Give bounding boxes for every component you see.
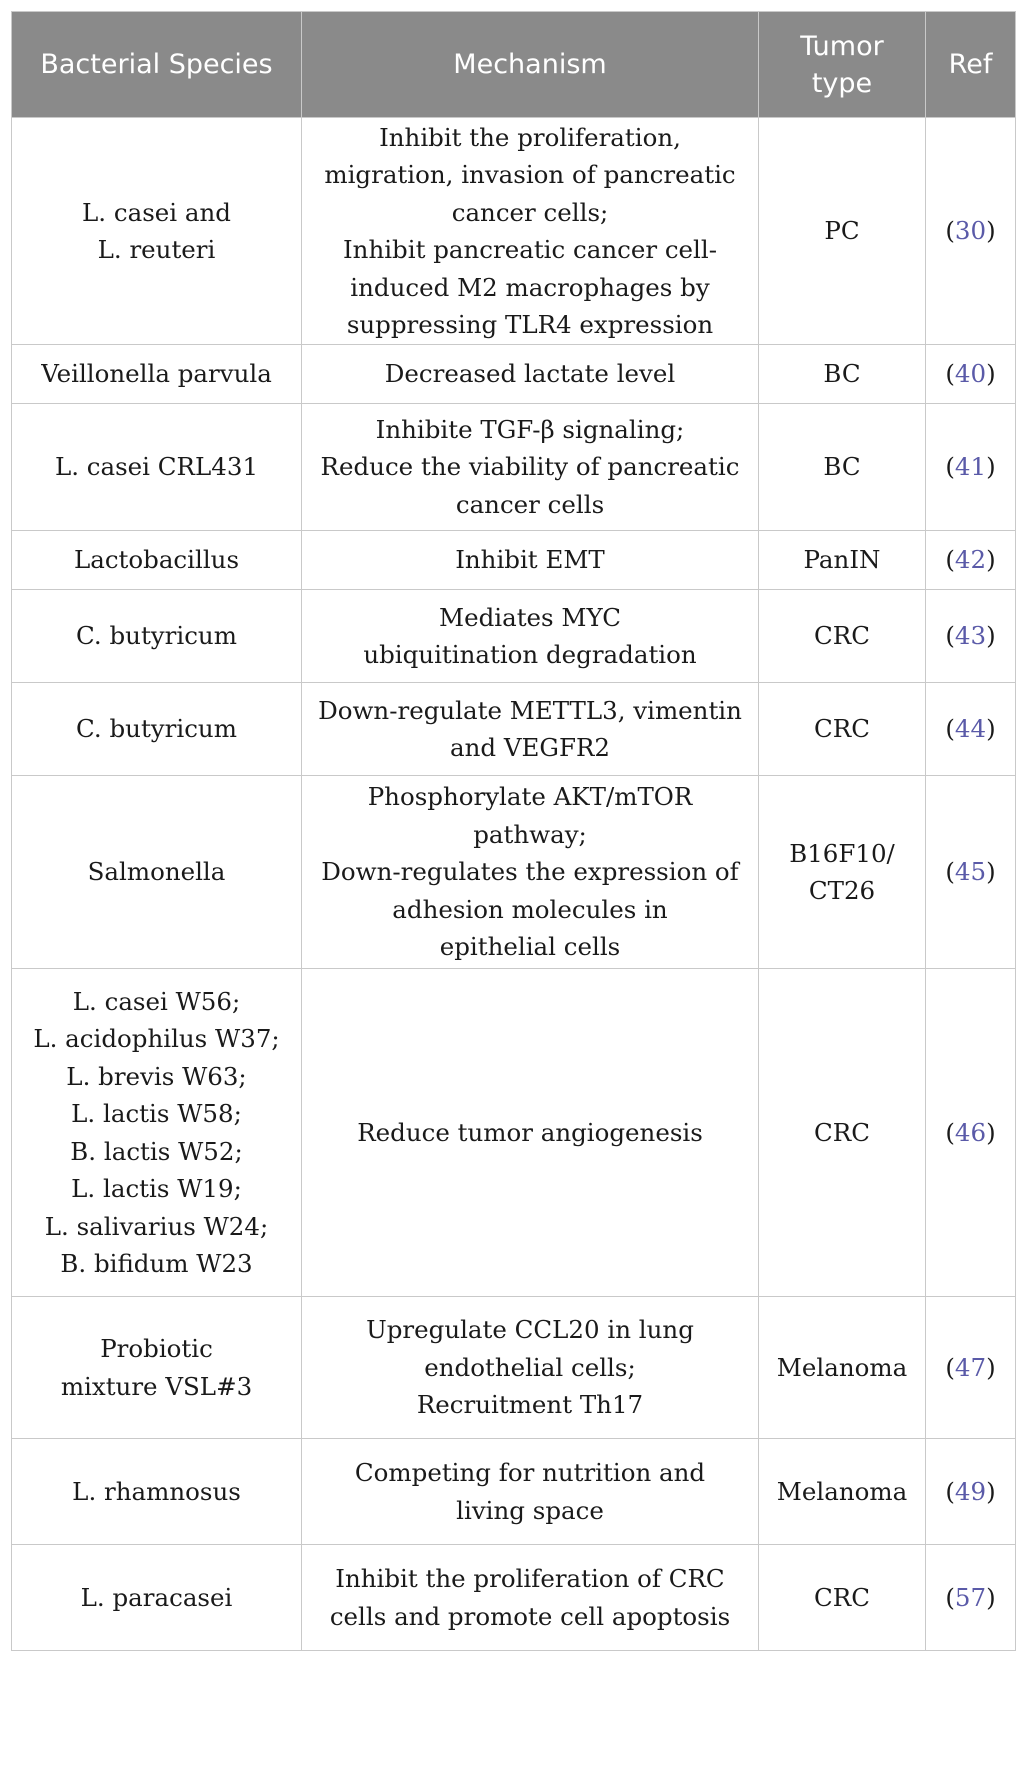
tumor-type-cell: PC — [759, 118, 926, 345]
header-tumor-type: Tumor type — [759, 12, 926, 118]
ref-link[interactable]: 41 — [954, 452, 987, 482]
tumor-type-cell: CRC — [759, 590, 926, 683]
tumor-type-cell: Melanoma — [759, 1297, 926, 1439]
species-cell: Lactobacillus — [12, 531, 302, 590]
ref-cell: (44) — [926, 683, 1016, 776]
tumor-type-cell: B16F10/ CT26 — [759, 776, 926, 969]
table-row — [12, 531, 1016, 590]
table-header — [12, 12, 1016, 118]
header-species: Bacterial Species — [12, 12, 302, 118]
tumor-type-cell: BC — [759, 345, 926, 404]
species-cell: C. butyricum — [12, 683, 302, 776]
table-row — [12, 1439, 1016, 1545]
ref-link[interactable]: 43 — [954, 621, 987, 651]
header-ref: Ref — [926, 12, 1016, 118]
species-cell: Probiotic mixture VSL#3 — [12, 1297, 302, 1439]
header-mechanism: Mechanism — [302, 12, 759, 118]
mechanism-cell: Decreased lactate level — [302, 345, 759, 404]
table-row — [12, 969, 1016, 1297]
ref-cell: (49) — [926, 1439, 1016, 1545]
ref-cell: (47) — [926, 1297, 1016, 1439]
species-cell: L. casei CRL431 — [12, 404, 302, 531]
tumor-type-cell: CRC — [759, 1545, 926, 1651]
table-row — [12, 345, 1016, 404]
table-body — [12, 118, 1016, 1651]
tumor-type-cell: PanIN — [759, 531, 926, 590]
ref-cell: (57) — [926, 1545, 1016, 1651]
species-cell: L. paracasei — [12, 1545, 302, 1651]
ref-link[interactable]: 45 — [954, 857, 987, 887]
species-cell: L. rhamnosus — [12, 1439, 302, 1545]
mechanism-cell: Down-regulate METTL3, vimentin and VEGFR2 — [302, 683, 759, 776]
species-cell: L. casei and L. reuteri — [12, 118, 302, 345]
ref-cell: (40) — [926, 345, 1016, 404]
table-row — [12, 590, 1016, 683]
table-row — [12, 1297, 1016, 1439]
ref-link[interactable]: 49 — [954, 1476, 987, 1506]
species-cell: C. butyricum — [12, 590, 302, 683]
ref-link[interactable]: 30 — [954, 216, 987, 246]
species-cell: Salmonella — [12, 776, 302, 969]
species-cell: L. casei W56; L. acidophilus W37; L. brevis W63; L. lactis W58; B. lactis W52; L. lactis W19; L. salivarius W24; B. bifidum W23 — [12, 969, 302, 1297]
mechanism-cell: Competing for nutrition and living space — [302, 1439, 759, 1545]
bacteria-mechanism-table — [11, 11, 1016, 1651]
table-row — [12, 683, 1016, 776]
table-row — [12, 1545, 1016, 1651]
ref-link[interactable]: 42 — [954, 545, 987, 575]
table-row — [12, 118, 1016, 345]
mechanism-cell: Upregulate CCL20 in lung endothelial cells; Recruitment Th17 — [302, 1297, 759, 1439]
ref-link[interactable]: 46 — [954, 1117, 987, 1147]
species-cell: Veillonella parvula — [12, 345, 302, 404]
tumor-type-cell: BC — [759, 404, 926, 531]
mechanism-cell: Phosphorylate AKT/mTOR pathway; Down-regulates the expression of adhesion molecules in epithelial cells — [302, 776, 759, 969]
mechanism-cell: Inhibit EMT — [302, 531, 759, 590]
ref-cell: (46) — [926, 969, 1016, 1297]
ref-link[interactable]: 47 — [954, 1352, 987, 1382]
tumor-type-cell: Melanoma — [759, 1439, 926, 1545]
ref-cell: (41) — [926, 404, 1016, 531]
table-row — [12, 404, 1016, 531]
ref-cell: (43) — [926, 590, 1016, 683]
header-row — [12, 12, 1016, 118]
ref-cell: (30) — [926, 118, 1016, 345]
mechanism-cell: Mediates MYC ubiquitination degradation — [302, 590, 759, 683]
mechanism-cell: Reduce tumor angiogenesis — [302, 969, 759, 1297]
mechanism-cell: Inhibite TGF-β signaling; Reduce the viability of pancreatic cancer cells — [302, 404, 759, 531]
mechanism-cell: Inhibit the proliferation of CRC cells and promote cell apoptosis — [302, 1545, 759, 1651]
tumor-type-cell: CRC — [759, 683, 926, 776]
ref-cell: (45) — [926, 776, 1016, 969]
table-row — [12, 776, 1016, 969]
ref-link[interactable]: 57 — [954, 1582, 987, 1612]
ref-link[interactable]: 44 — [954, 714, 987, 744]
bacteria-mechanism-table-container — [11, 11, 1015, 1651]
ref-link[interactable]: 40 — [954, 359, 987, 389]
ref-cell: (42) — [926, 531, 1016, 590]
mechanism-cell: Inhibit the proliferation, migration, invasion of pancreatic cancer cells; Inhibit pancreatic cancer cell- induced M2 macrophages by suppressing TLR4 expression — [302, 118, 759, 345]
tumor-type-cell: CRC — [759, 969, 926, 1297]
